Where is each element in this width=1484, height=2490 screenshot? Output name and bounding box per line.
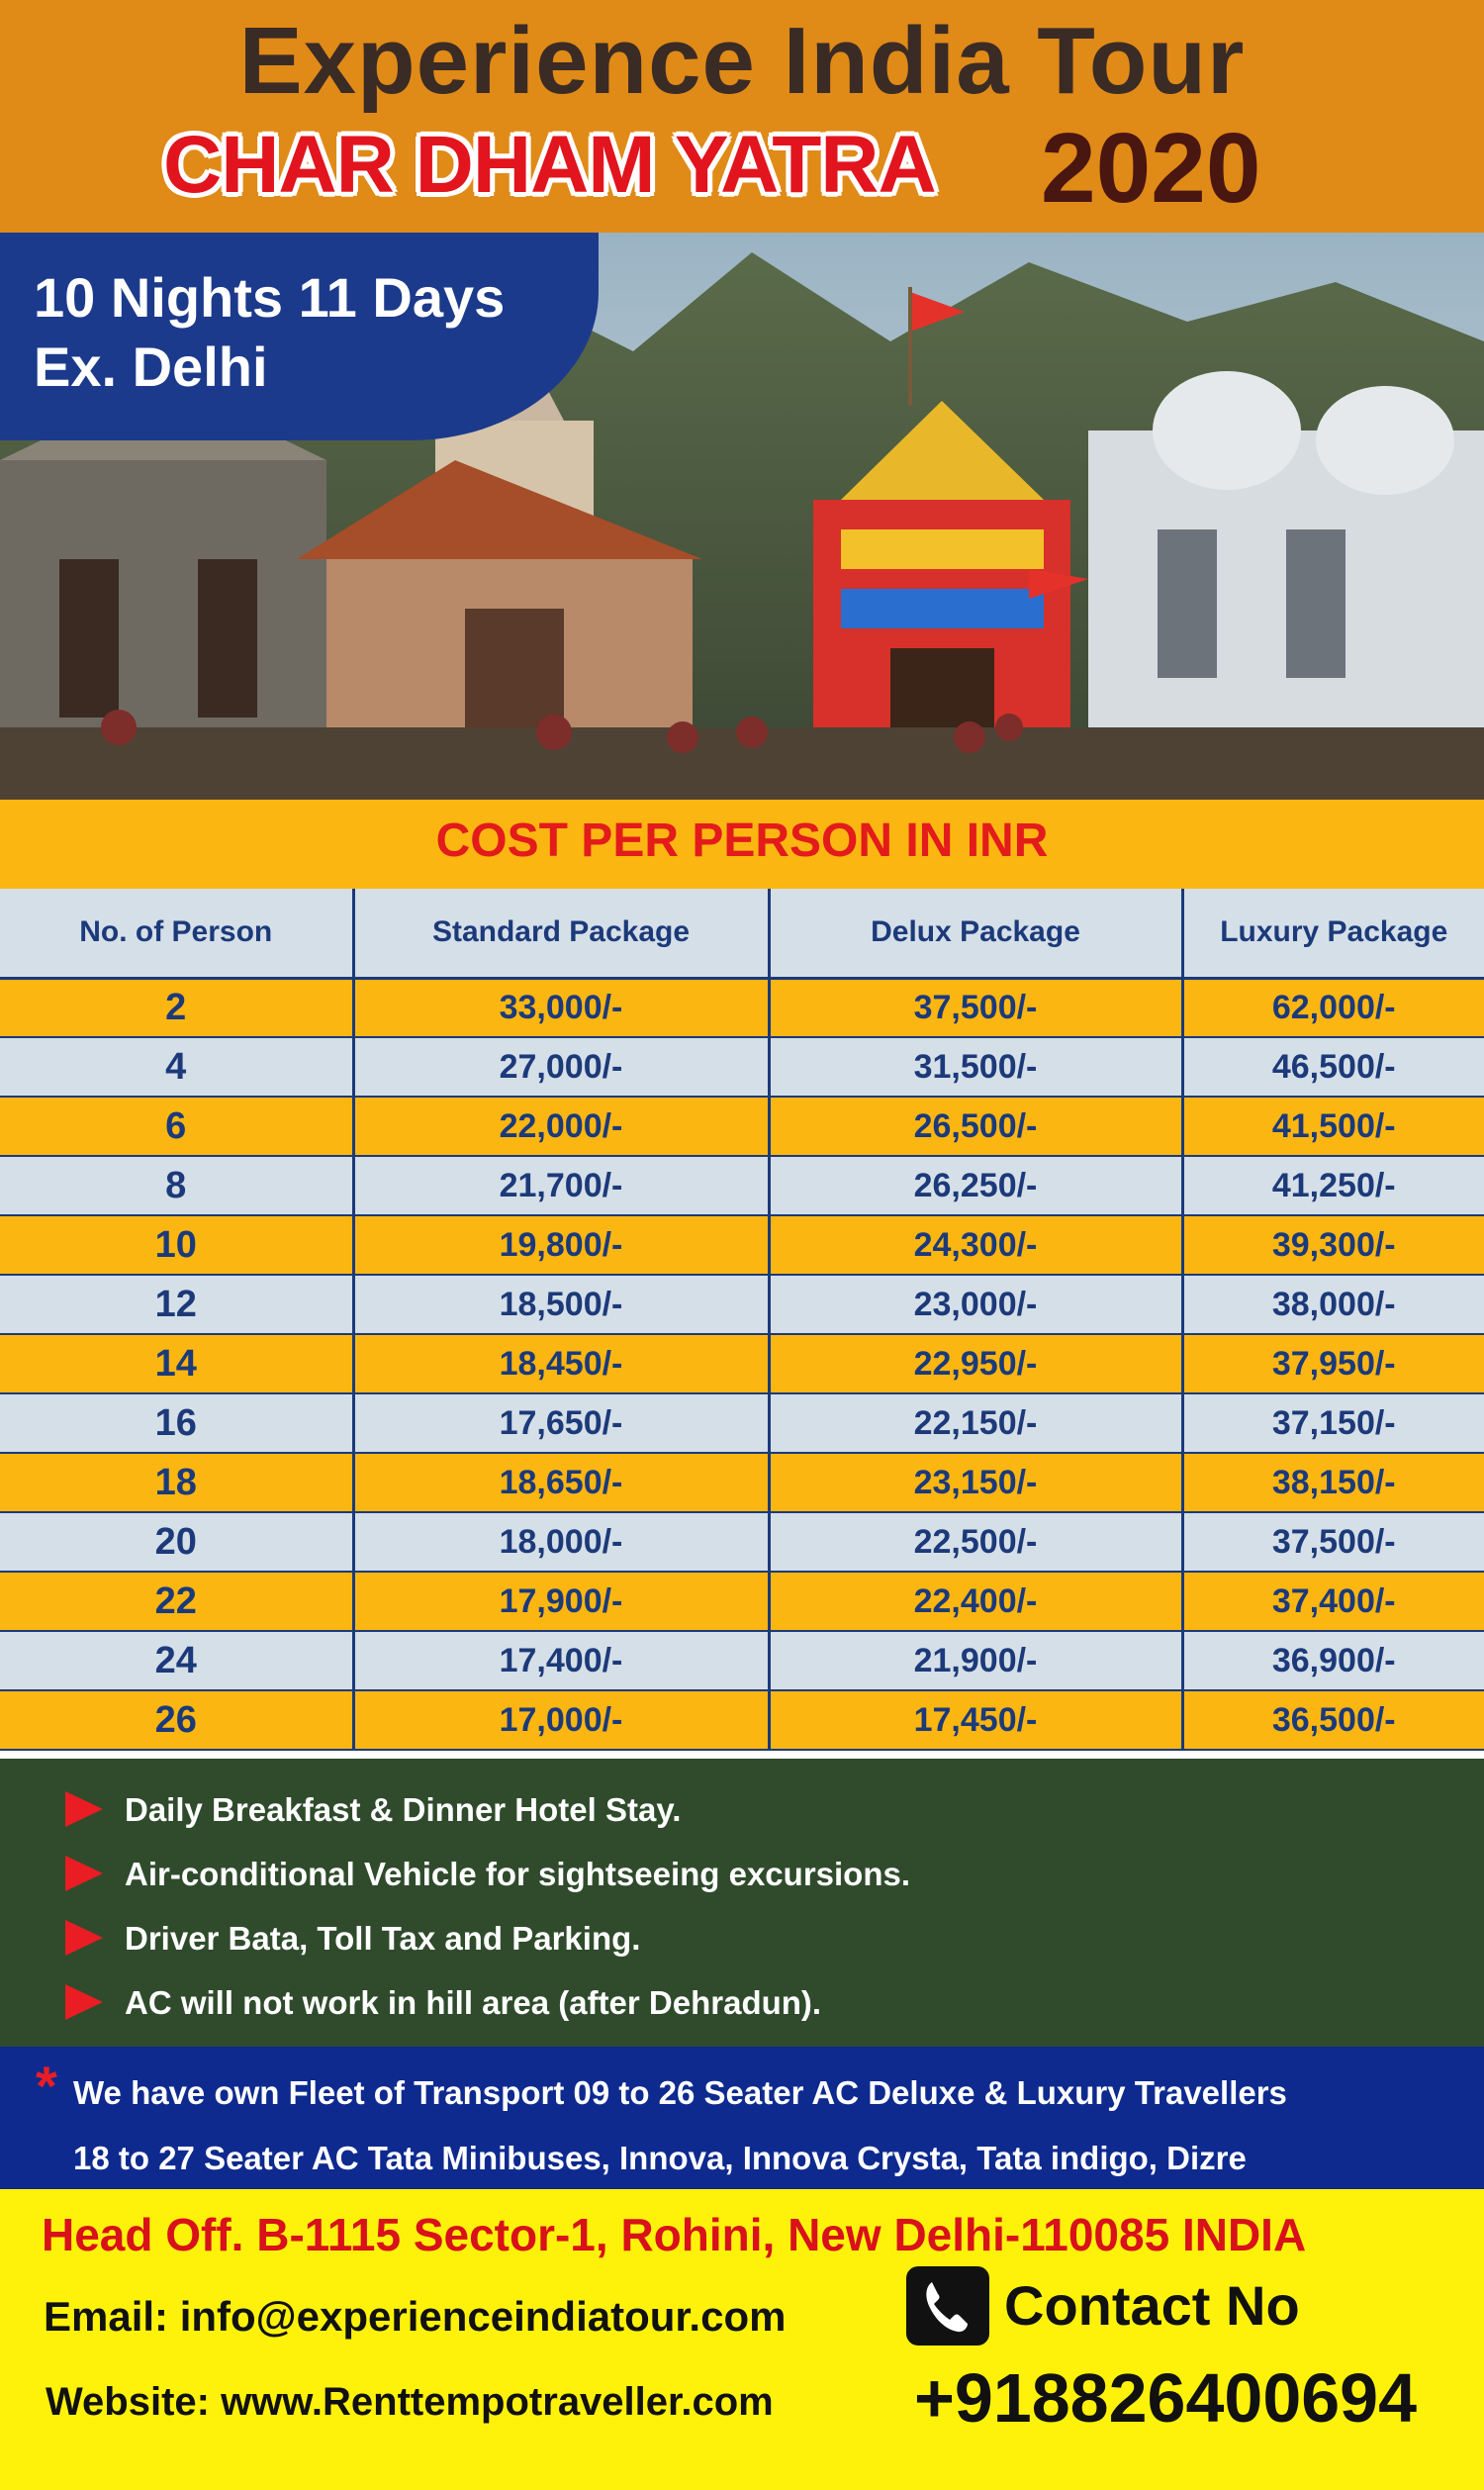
person-count-cell: 12 bbox=[0, 1275, 353, 1334]
luxury-price-cell: 36,900/- bbox=[1182, 1631, 1484, 1690]
table-row bbox=[0, 1631, 1484, 1690]
delux-price-cell: 26,500/- bbox=[769, 1097, 1182, 1156]
tour-year: 2020 bbox=[1041, 113, 1261, 224]
inclusion-item bbox=[65, 1854, 910, 1893]
standard-price-cell: 27,000/- bbox=[353, 1037, 769, 1097]
inclusion-item bbox=[65, 1982, 821, 2022]
person-count-cell: 8 bbox=[0, 1156, 353, 1215]
standard-price-cell: 18,000/- bbox=[353, 1512, 769, 1572]
delux-price-cell: 31,500/- bbox=[769, 1037, 1182, 1097]
person-count-cell: 2 bbox=[0, 978, 353, 1037]
website-text[interactable]: Website: www.Renttempotraveller.com bbox=[46, 2380, 774, 2424]
person-count-cell: 26 bbox=[0, 1690, 353, 1750]
table-header-row bbox=[0, 889, 1484, 978]
duration-text: 10 Nights 11 Days bbox=[34, 266, 506, 329]
table-row bbox=[0, 1156, 1484, 1215]
delux-price-cell: 21,900/- bbox=[769, 1631, 1182, 1690]
price-table bbox=[0, 889, 1484, 1751]
person-count-cell: 18 bbox=[0, 1453, 353, 1512]
person-count-cell: 10 bbox=[0, 1215, 353, 1275]
delux-price-cell: 22,950/- bbox=[769, 1334, 1182, 1393]
standard-price-cell: 33,000/- bbox=[353, 978, 769, 1037]
delux-price-cell: 23,150/- bbox=[769, 1453, 1182, 1512]
delux-price-cell: 22,400/- bbox=[769, 1572, 1182, 1631]
cost-title: COST PER PERSON IN INR bbox=[435, 814, 1049, 867]
header-standard: Standard Package bbox=[353, 889, 769, 978]
fleet-line-1: We have own Fleet of Transport 09 to 26 Seater AC Deluxe & Luxury Travellers bbox=[73, 2074, 1287, 2111]
table-row bbox=[0, 1275, 1484, 1334]
standard-price-cell: 17,000/- bbox=[353, 1690, 769, 1750]
contact-label: Contact No bbox=[1004, 2274, 1300, 2337]
page-title: Experience India Tour bbox=[238, 8, 1246, 114]
header-luxury: Luxury Package bbox=[1182, 889, 1484, 978]
person-count-cell: 4 bbox=[0, 1037, 353, 1097]
table-row bbox=[0, 1334, 1484, 1393]
luxury-price-cell: 37,950/- bbox=[1182, 1334, 1484, 1393]
person-count-cell: 24 bbox=[0, 1631, 353, 1690]
luxury-price-cell: 37,150/- bbox=[1182, 1393, 1484, 1453]
inclusion-text: Daily Breakfast & Dinner Hotel Stay. bbox=[125, 1790, 682, 1828]
table-row bbox=[0, 1393, 1484, 1453]
person-count-cell: 14 bbox=[0, 1334, 353, 1393]
standard-price-cell: 22,000/- bbox=[353, 1097, 769, 1156]
delux-price-cell: 17,450/- bbox=[769, 1690, 1182, 1750]
standard-price-cell: 21,700/- bbox=[353, 1156, 769, 1215]
email-text[interactable]: Email: info@experienceindiatour.com bbox=[44, 2293, 787, 2340]
phone-icon bbox=[906, 2266, 989, 2346]
inclusion-text: Air-conditional Vehicle for sightseeing excursions. bbox=[125, 1855, 911, 1892]
arrow-icon bbox=[65, 1984, 103, 2020]
table-row bbox=[0, 1037, 1484, 1097]
standard-price-cell: 17,900/- bbox=[353, 1572, 769, 1631]
table-row bbox=[0, 1097, 1484, 1156]
tour-subtitle: CHAR DHAM YATRA bbox=[163, 120, 936, 210]
luxury-price-cell: 41,250/- bbox=[1182, 1156, 1484, 1215]
fleet-line-2: 18 to 27 Seater AC Tata Minibuses, Innova, Innova Crysta, Tata indigo, Dizre bbox=[73, 2140, 1247, 2176]
table-row bbox=[0, 1572, 1484, 1631]
delux-price-cell: 23,000/- bbox=[769, 1275, 1182, 1334]
luxury-price-cell: 37,400/- bbox=[1182, 1572, 1484, 1631]
inclusion-text: AC will not work in hill area (after Dehradun). bbox=[125, 1983, 822, 2021]
inclusion-item bbox=[65, 1918, 640, 1958]
arrow-icon bbox=[65, 1920, 103, 1956]
standard-price-cell: 18,650/- bbox=[353, 1453, 769, 1512]
person-count-cell: 20 bbox=[0, 1512, 353, 1572]
standard-price-cell: 19,800/- bbox=[353, 1215, 769, 1275]
luxury-price-cell: 62,000/- bbox=[1182, 978, 1484, 1037]
standard-price-cell: 17,650/- bbox=[353, 1393, 769, 1453]
luxury-price-cell: 38,000/- bbox=[1182, 1275, 1484, 1334]
header-persons: No. of Person bbox=[0, 889, 353, 978]
luxury-price-cell: 37,500/- bbox=[1182, 1512, 1484, 1572]
arrow-icon bbox=[65, 1791, 103, 1827]
delux-price-cell: 24,300/- bbox=[769, 1215, 1182, 1275]
luxury-price-cell: 38,150/- bbox=[1182, 1453, 1484, 1512]
luxury-price-cell: 46,500/- bbox=[1182, 1037, 1484, 1097]
person-count-cell: 6 bbox=[0, 1097, 353, 1156]
luxury-price-cell: 41,500/- bbox=[1182, 1097, 1484, 1156]
table-row bbox=[0, 1690, 1484, 1750]
inclusion-item bbox=[65, 1789, 681, 1829]
table-row bbox=[0, 978, 1484, 1037]
phone-number[interactable]: +918826400694 bbox=[914, 2359, 1418, 2437]
table-row bbox=[0, 1453, 1484, 1512]
office-address: Head Off. B-1115 Sector-1, Rohini, New Delhi-110085 INDIA bbox=[42, 2209, 1307, 2260]
inclusion-text: Driver Bata, Toll Tax and Parking. bbox=[125, 1919, 641, 1957]
standard-price-cell: 18,500/- bbox=[353, 1275, 769, 1334]
luxury-price-cell: 39,300/- bbox=[1182, 1215, 1484, 1275]
delux-price-cell: 26,250/- bbox=[769, 1156, 1182, 1215]
arrow-icon bbox=[65, 1856, 103, 1891]
header-delux: Delux Package bbox=[769, 889, 1182, 978]
person-count-cell: 22 bbox=[0, 1572, 353, 1631]
standard-price-cell: 17,400/- bbox=[353, 1631, 769, 1690]
departure-text: Ex. Delhi bbox=[34, 335, 268, 398]
delux-price-cell: 22,500/- bbox=[769, 1512, 1182, 1572]
asterisk-icon: * bbox=[36, 2055, 57, 2117]
phone-glyph bbox=[906, 2266, 989, 2346]
person-count-cell: 16 bbox=[0, 1393, 353, 1453]
standard-price-cell: 18,450/- bbox=[353, 1334, 769, 1393]
table-row bbox=[0, 1215, 1484, 1275]
luxury-price-cell: 36,500/- bbox=[1182, 1690, 1484, 1750]
table-row bbox=[0, 1512, 1484, 1572]
duration-badge bbox=[0, 233, 599, 440]
delux-price-cell: 37,500/- bbox=[769, 978, 1182, 1037]
delux-price-cell: 22,150/- bbox=[769, 1393, 1182, 1453]
